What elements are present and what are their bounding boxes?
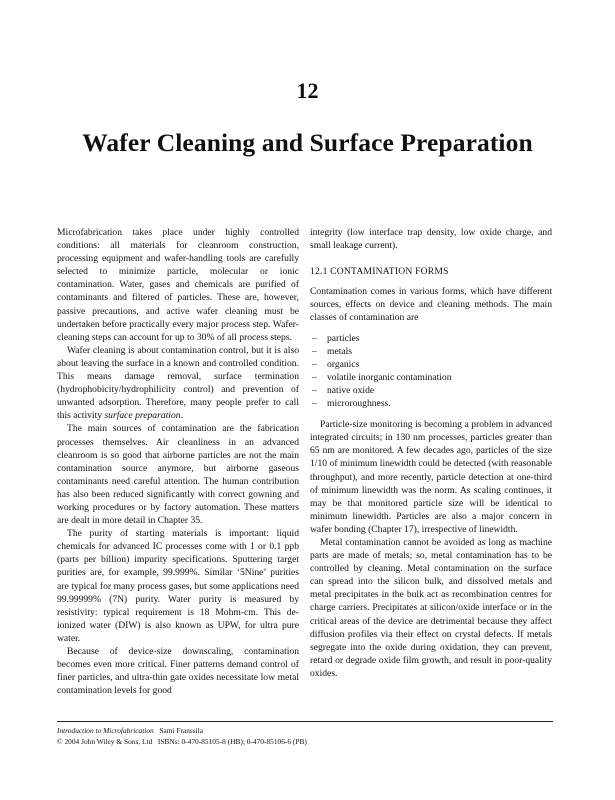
list-item: – volatile inorganic contamination	[310, 371, 552, 384]
copyright: © 2004 John Wiley & Sons, Ltd	[57, 736, 153, 746]
chapter-title: Wafer Cleaning and Surface Preparation	[82, 128, 533, 157]
footer-book-line	[57, 726, 307, 737]
intro-paragraph: Microfabrication takes place under highly controlled conditions: all materials for cleanroom construction, processing equipment and wafer-handling tools are carefully selected to minimize particle, molecular or ionic contamination. Water, gases and chemicals are purified of contaminants and filtered of particles. These are, however, passive precautions, and active wafer cleaning must be undertaken before practically every major process step. Wafer-cleaning steps can account for up to 30% of all process steps.	[57, 227, 299, 343]
list-item: – metals	[310, 345, 552, 358]
paragraph-text: Wafer cleaning is about contamination control, but it is also about leaving the surface in a known and controlled condition. This means damage removal, surface termination (hydrophobicity/hydrophilicity control) and prevention of unwanted adsorption. Therefore, many people prefer to call this activity	[57, 344, 299, 422]
footer	[57, 726, 307, 747]
contamination-forms-list	[310, 332, 552, 411]
right-column	[310, 226, 552, 680]
footer-divider	[57, 721, 553, 722]
spacer	[310, 278, 552, 285]
continued-paragraph: integrity (low interface trap density, low oxide charge, and small leakage current).	[310, 227, 552, 252]
chapter-number: 12	[296, 78, 319, 103]
metal-contamination-paragraph: Metal contamination cannot be avoided as long as machine parts are made of metals; so, metal contamination has to be controlled by cleaning. Metal contamination on the surface can spread into the silicon bulk, and dissolved metals and metal precipitates in the bulk act as recombination centres for charge carriers. Precipitates at silicon/oxide interface or in the critical areas of the device are detrimental because they affect diffusion profiles via their effect on crystal defects. If metals segregate into the oxide during oxidation, they can prevent, retard or degrade oxide film growth, and result in poor-quality oxides.	[310, 536, 552, 679]
list-item: – organics	[310, 358, 552, 371]
contamination-intro-paragraph: Contamination comes in various forms, which have different sources, effects on device and cleaning methods. The main classes of contamination are	[310, 286, 552, 324]
footer-copyright-line	[57, 737, 307, 748]
paragraph-end: .	[180, 410, 183, 422]
contamination-sources-paragraph: The main sources of contamination are the fabrication processes themselves. Air cleanliness in an advanced cleanroom is so good that airborne particles are not the main contamination source anymore, but airborne gaseous contaminants need careful attention. The human contribution has also been reduced significantly with correct gowning and working procedures or by factory automation. These matters are dealt in more detail in Chapter 35.	[57, 423, 299, 527]
particle-monitoring-paragraph: Particle-size monitoring is becoming a problem in advanced integrated circuits; in 130 nm processes, particles greater than 65 nm are monitored. A few decades ago, particles of the size 1/10 of minimum linewidth could be detected (with reasonable throughput), and more recently, particle detection at one-third of minimum linewidth was the norm. As scaling continues, it may be that monitored particle size will be identical to minimum linewidth. Particles are also a major concern in wafer bonding (Chapter 17), irrespective of linewidth.	[310, 419, 552, 535]
list-item: – microroughness.	[310, 397, 552, 410]
surface-preparation-paragraph	[57, 344, 299, 423]
section-heading: 12.1 CONTAMINATION FORMS	[310, 266, 449, 278]
spacer	[310, 410, 552, 418]
author: Sami Franssila	[159, 726, 204, 735]
isbn: ISBNs: 0-470-85105-8 (HB); 0-470-85106-6 (PB)	[157, 736, 307, 746]
list-item: – native oxide	[310, 384, 552, 397]
emphasis-term: surface preparation	[104, 410, 181, 422]
downscaling-paragraph: Because of device-size downscaling, contamination becomes even more critical. Finer patterns demand control of finer particles, and ultra-thin gate oxides necessitate low metal contamination levels for good	[57, 646, 299, 697]
spacer	[310, 252, 552, 265]
left-column	[57, 226, 299, 697]
material-purity-paragraph: The purity of starting materials is important: liquid chemicals for advanced IC processes come with 1 or 0.1 ppb (parts per billion) impurity specifications. Sputtering target purities are, for example, 99.999%. Similar ‘5Nine’ purities are typical for many process gases, but some applications need 99.99999% (7N) purity. Water purity is measured by resistivity: typical requirement is 18 Mohm-cm. This de-ionized water (DIW) is also known as UPW, for ultra pure water.	[57, 528, 299, 644]
book-title: Introduction to Microfabrication	[57, 726, 154, 735]
spacer	[310, 325, 552, 332]
list-item: – particles	[310, 332, 552, 345]
